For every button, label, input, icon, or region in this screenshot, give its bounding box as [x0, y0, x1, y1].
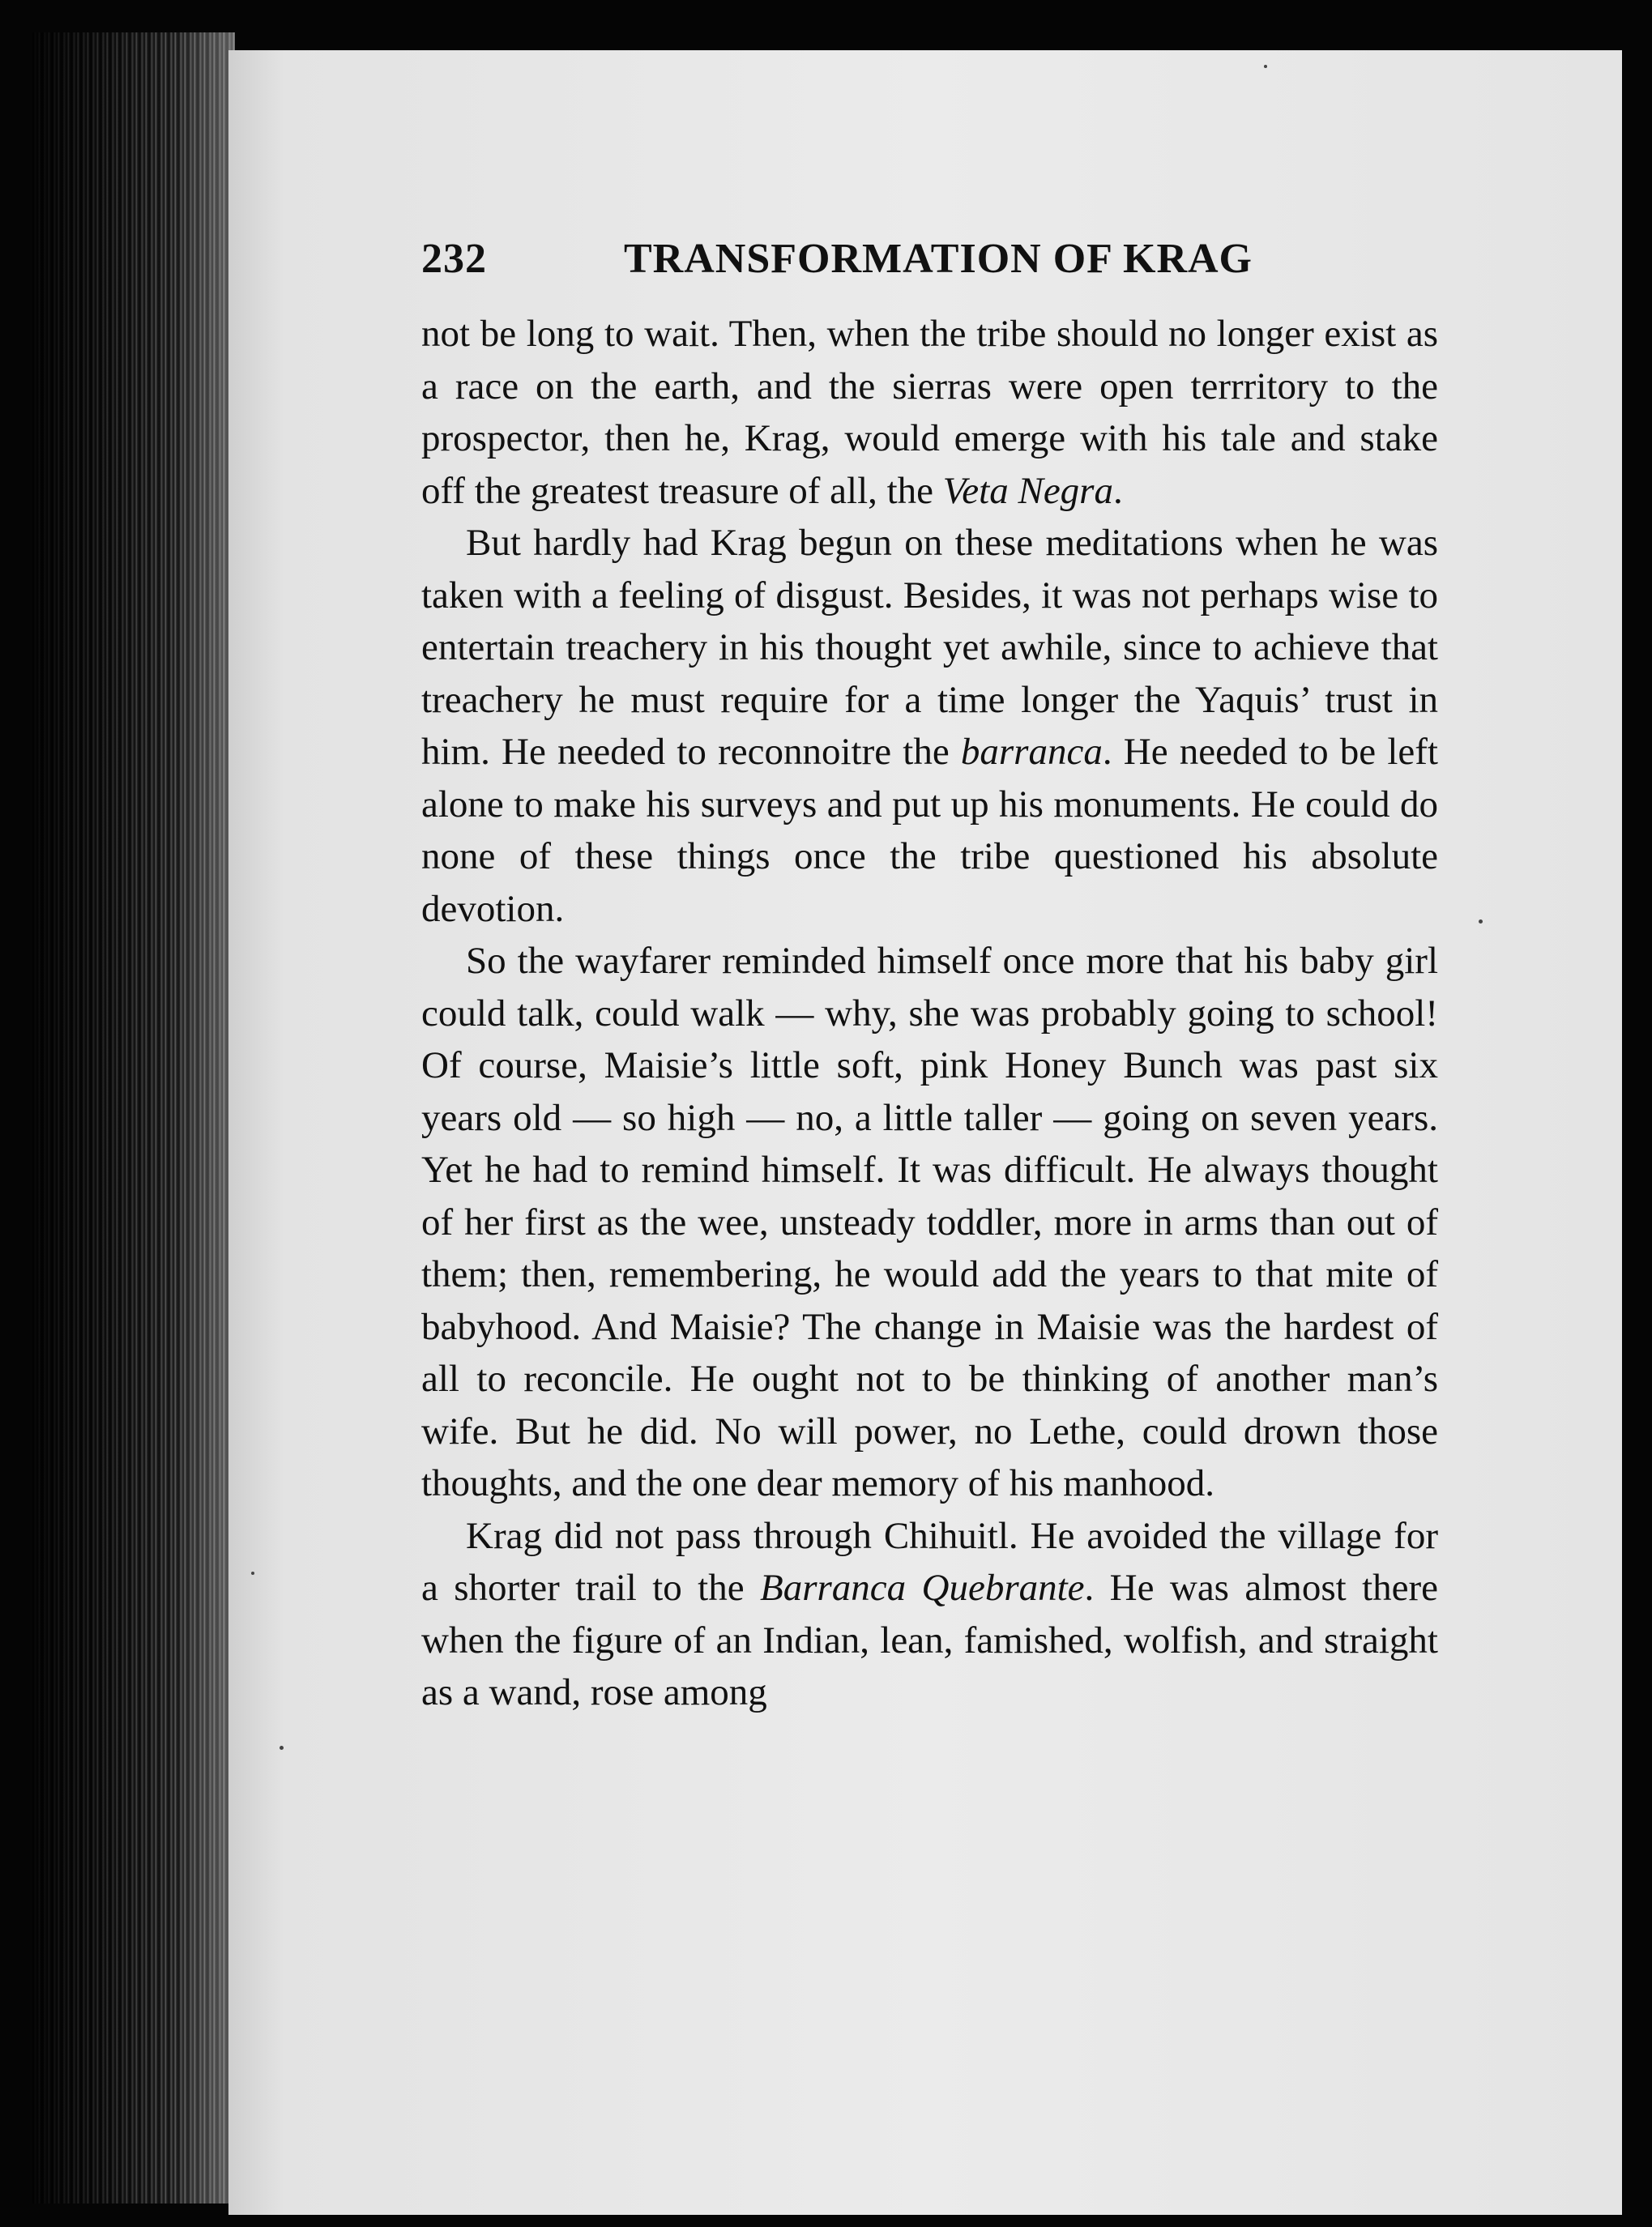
running-head: TRANSFORMATION OF KRAG	[624, 236, 1253, 282]
book-edge-shadow	[32, 32, 235, 2204]
scan-speck	[1479, 919, 1483, 924]
italic-run: barranca	[960, 731, 1103, 773]
scan-speck	[1264, 65, 1267, 68]
italic-run: Veta Negra	[942, 469, 1113, 512]
scan-speck	[280, 1746, 284, 1750]
italic-run: Barranca Quebrante	[759, 1567, 1085, 1609]
text-run: not be long to wait. Then, when the tribe should no longer exist as a race on the earth, and the sierras were open terrritory to the prospector, then he, Krag, would emerge with his tale and stake off the greatest treasure of all, the	[421, 313, 1438, 512]
scan-speck	[251, 1572, 254, 1575]
page-number: 232	[421, 236, 487, 282]
text-run: So the wayfarer reminded himself once more that his baby girl could talk, could walk — why, she was probably going to school! Of course, Maisie’s little soft, pink Honey Bunch was past six years old — so high — no, a little taller — going on seven years. Yet he had to remind himself. It was difficult. He always thought of her first as the wee, unsteady toddler, more in arms than out of them; then, remembering, he would add the years to that mite of babyhood. And Maisie? The change in Maisie was the hardest of all to reconcile. He ought not to be thinking of another man’s wife. But he did. No will power, no Lethe, could drown those thoughts, and the one dear memory of his manhood.	[421, 940, 1438, 1504]
text-run: . He was almost there when the figure of an Indian, lean, famished, wolfish, and straight as a wand, rose among	[421, 1567, 1438, 1713]
text-run: Krag did not pass through Chihuitl. He avoided the village for a shorter trail to the	[421, 1514, 1438, 1609]
paragraph	[421, 935, 1438, 1510]
text-run: . He needed to be left alone to make his surveys and put up his monuments. He could do none of these things once the tribe questioned his absolute devotion.	[421, 731, 1438, 930]
body-text	[421, 308, 1438, 1719]
page-header	[421, 235, 1450, 292]
paragraph	[421, 1510, 1438, 1719]
text-run: .	[1112, 469, 1123, 512]
paragraph	[421, 517, 1438, 935]
paragraph	[421, 308, 1438, 517]
text-run: But hardly had Krag begun on these meditations when he was taken with a feeling of disgust. Besides, it was not perhaps wise to entertain treachery in his thought yet awhile, since to achieve that treachery he must require for a time longer the Yaquis’ trust in him. He needed to reconnoitre the	[421, 522, 1438, 773]
